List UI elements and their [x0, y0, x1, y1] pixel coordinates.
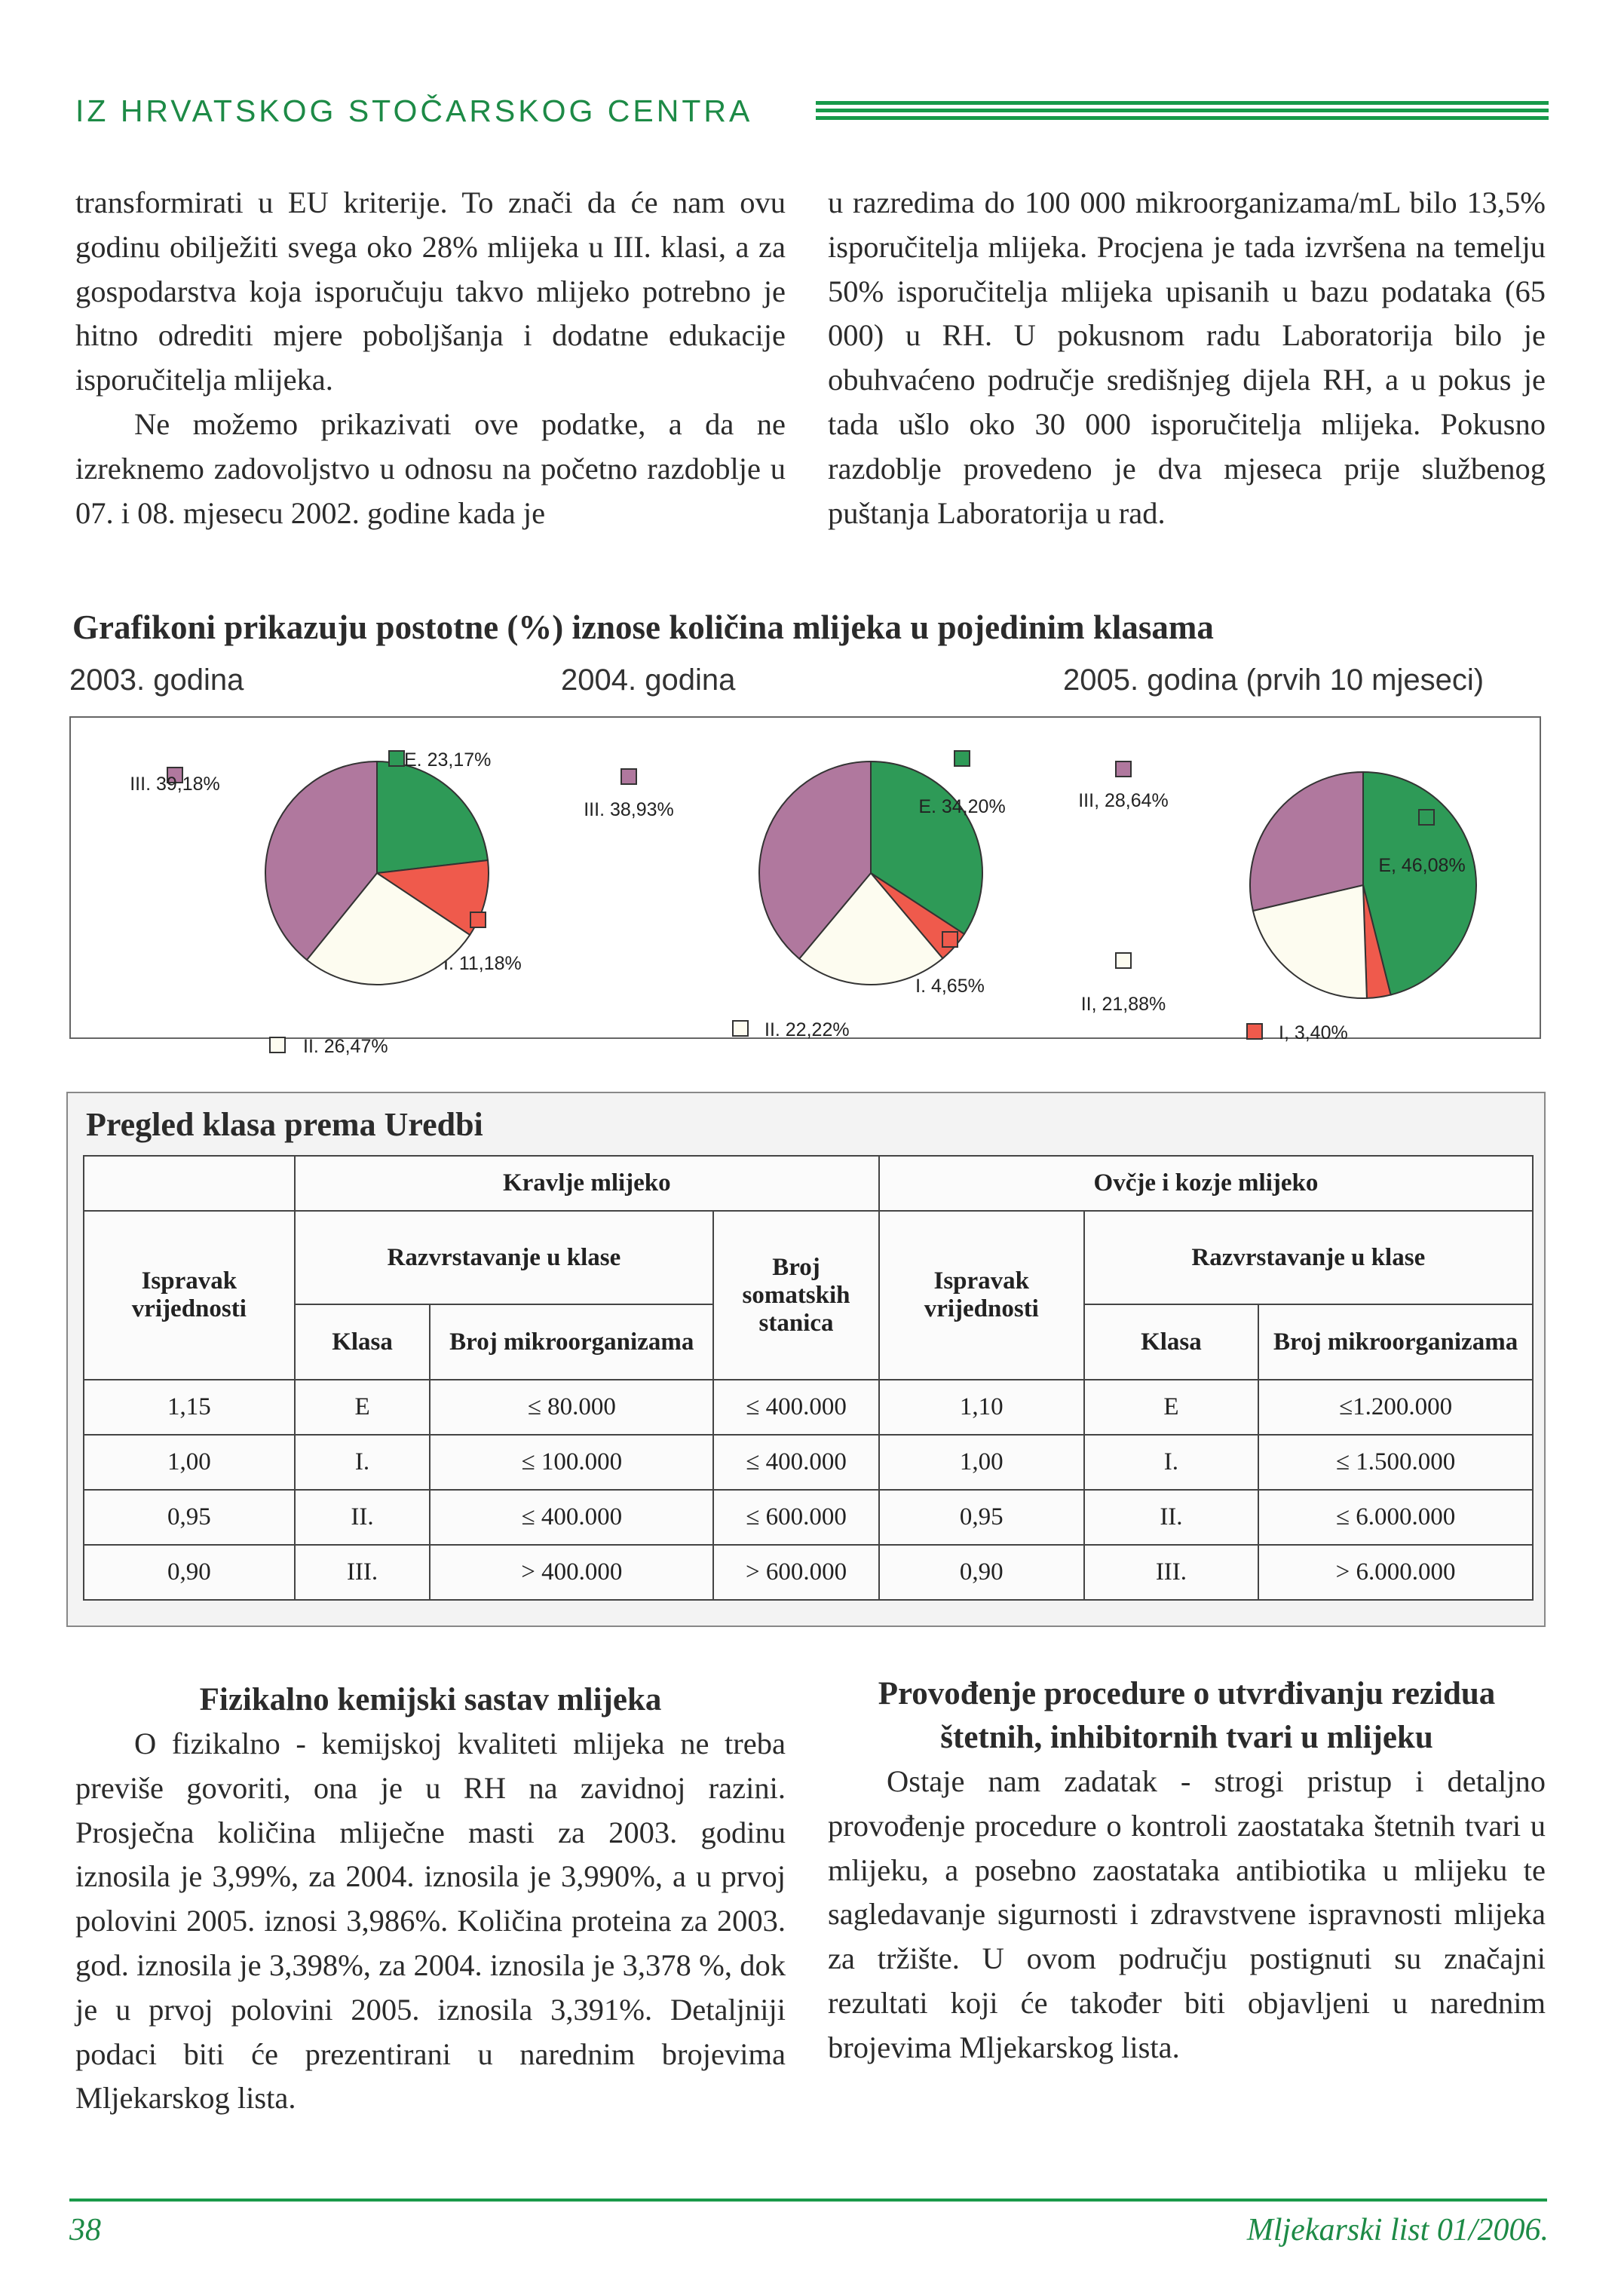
micro-header: Broj mikroorganizama — [430, 1304, 713, 1380]
column-bottom-left — [75, 1722, 786, 2121]
table-cell: 1,00 — [879, 1435, 1084, 1490]
group-sheep-header: Ovčje i kozje mlijeko — [879, 1156, 1533, 1211]
table-cell: I. — [1084, 1435, 1259, 1490]
slice-label: I, 3,40% — [1279, 1022, 1348, 1043]
table-cell: > 600.000 — [713, 1545, 879, 1600]
legend-swatch — [1116, 953, 1131, 968]
table-cell: ≤1.200.000 — [1258, 1380, 1533, 1435]
class-table — [83, 1155, 1534, 1601]
slice-label: II, 21,88% — [1080, 994, 1166, 1015]
year-label-2003: 2003. godina — [69, 663, 244, 697]
column-right — [828, 181, 1546, 535]
table-cell: 1,10 — [879, 1380, 1084, 1435]
slice-label: II. 26,47% — [303, 1036, 388, 1057]
column-left — [75, 181, 786, 535]
slice-label: I. 11,18% — [443, 953, 522, 974]
paragraph: u razredima do 100 000 mikroorganizama/mL bilo 13,5% isporučitelja mlijeka. Procjena je tada izvršena na temelju 50% isporučitelja mlijeka upisanih u bazu podataka (65 000) u RH. U pokusnom radu Laboratorija bilo je obuhvaćeno područje središnjeg dijela RH, a u pokus je tada ušlo oko 30 000 isporučitelja mlijeka. Pokusno razdoblje provedeno je dva mjeseca prije službenog puštanja Laboratorija u rad. — [828, 185, 1546, 530]
slice-label: III. 39,18% — [130, 774, 220, 795]
table-cell: ≤ 80.000 — [430, 1380, 713, 1435]
legend-swatch — [389, 751, 404, 766]
paragraph: Ostaje nam zadatak - strogi pristup i detaljno provođenje procedure o kontroli zaostataka štetnih tvari u mlijeku, a posebno zaostataka antibiotika u mlijeku te sagledavanje sigurnosti i zdravstvene ispravnosti mlijeka za tržište. U ovom području postignuti su značajni rezultati koji će također biti objavljeni u narednim brojevima Mljekarskog lista. — [828, 1764, 1546, 2064]
page-number: 38 — [69, 2213, 101, 2248]
year-label-2004: 2004. godina — [561, 663, 736, 697]
somatic-header: Broj somatskih stanica — [713, 1211, 879, 1380]
table-cell: > 400.000 — [430, 1545, 713, 1600]
magazine-title: Mljekarski list 01/2006. — [1246, 2213, 1549, 2248]
legend-swatch — [1419, 810, 1434, 825]
table-cell: ≤ 400.000 — [430, 1490, 713, 1545]
legend-swatch — [1247, 1024, 1262, 1039]
table-cell: ≤ 6.000.000 — [1258, 1490, 1533, 1545]
table-row — [84, 1490, 1533, 1545]
table-cell: II. — [1084, 1490, 1259, 1545]
class-header-sheep: Klasa — [1084, 1304, 1259, 1380]
table-row — [84, 1545, 1533, 1600]
table-cell: II. — [295, 1490, 431, 1545]
table-cell: 0,90 — [84, 1545, 295, 1600]
table-row — [84, 1380, 1533, 1435]
legend-swatch — [470, 912, 486, 927]
legend-swatch — [1116, 761, 1131, 777]
pie-charts — [69, 716, 1541, 1057]
table-cell: III. — [295, 1545, 431, 1600]
section-heading-physico-chemical: Fizikalno kemijski sastav mlijeka — [199, 1682, 662, 1717]
correction-header: Ispravak vrijednosti — [84, 1211, 295, 1380]
table-cell: III. — [1084, 1545, 1259, 1600]
classification-header-sheep: Razvrstavanje u klase — [1084, 1211, 1533, 1304]
table-cell: ≤ 1.500.000 — [1258, 1435, 1533, 1490]
table-cell: 1,00 — [84, 1435, 295, 1490]
slice-label: III, 28,64% — [1078, 790, 1169, 811]
legend-swatch — [954, 751, 970, 766]
column-bottom-right — [828, 1760, 1546, 2070]
table-cell: ≤ 100.000 — [430, 1435, 713, 1490]
table-cell: ≤ 600.000 — [713, 1490, 879, 1545]
section-heading-residues: Provođenje procedure o utvrđivanju rezidua štetnih, inhibitornih tvari u mlijeku — [878, 1676, 1496, 1755]
year-label-2005: 2005. godina (prvih 10 mjeseci) — [1063, 663, 1485, 697]
corner-cell — [84, 1156, 295, 1211]
correction-header-sheep: Ispravak vrijednosti — [879, 1211, 1084, 1380]
table-cell: I. — [295, 1435, 431, 1490]
slice-label: II. 22,22% — [765, 1019, 850, 1040]
table-cell: > 6.000.000 — [1258, 1545, 1533, 1600]
paragraph: Ne možemo prikazivati ove podatke, a da ne izreknemo zadovoljstvo u odnosu na početno razdoblje u 07. i 08. mjesecu 2002. godine kada je — [75, 406, 786, 530]
table-cell: 0,95 — [879, 1490, 1084, 1545]
slice-label: I. 4,65% — [915, 976, 985, 997]
table-cell: ≤ 400.000 — [713, 1435, 879, 1490]
table-title: Pregled klasa prema Uredbi — [86, 1106, 483, 1143]
header-rule — [816, 101, 1549, 124]
legend-swatch — [270, 1037, 285, 1053]
paragraph: transformirati u EU kriterije. To znači da će nam ovu godinu obilježiti svega oko 28% mlijeka u III. klasi, a za gospodarstva koja isporučuju takvo mlijeko potrebno je hitno odrediti mjere poboljšanja i dodatne edukacije isporučitelja mlijeka. — [75, 185, 786, 397]
section-title: IZ HRVATSKOG STOČARSKOG CENTRA — [75, 93, 753, 128]
class-header: Klasa — [295, 1304, 431, 1380]
table-cell: 0,95 — [84, 1490, 295, 1545]
table-cell: E — [295, 1380, 431, 1435]
group-cow-header: Kravlje mlijeko — [295, 1156, 879, 1211]
table-cell: 1,15 — [84, 1380, 295, 1435]
slice-label: E, 46,08% — [1378, 855, 1466, 876]
legend-swatch — [733, 1021, 748, 1036]
table-cell: 0,90 — [879, 1545, 1084, 1600]
pie-slice-e — [377, 761, 488, 873]
slice-label: III. 38,93% — [584, 799, 674, 820]
table-cell: E — [1084, 1380, 1259, 1435]
table-cell: ≤ 400.000 — [713, 1380, 879, 1435]
slice-label: E. 34,20% — [918, 796, 1006, 817]
legend-swatch — [942, 932, 958, 947]
legend-swatch — [621, 769, 636, 784]
chart-heading: Grafikoni prikazuju postotne (%) iznose količina mlijeka u pojedinim klasama — [72, 608, 1214, 646]
classification-header: Razvrstavanje u klase — [295, 1211, 713, 1304]
table-row — [84, 1435, 1533, 1490]
paragraph: O fizikalno - kemijskoj kvaliteti mlijeka ne treba previše govoriti, ona je u RH na zavidnoj razini. Prosječna količina mliječne masti za 2003. godinu iznosila je 3,99%, za 2004. iznosila je 3,990%, a u prvoj polovini 2005. iznosi 3,986%. Količina proteina za 2003. god. iznosila je 3,398%, za 2004. iznosila je 3,378 %, dok je u prvoj polovini 2005. iznosila 3,391%. Detaljniji podaci biti će prezentirani u narednim brojevima Mljekarskog lista. — [75, 1727, 786, 2116]
micro-header-sheep: Broj mikroorganizama — [1258, 1304, 1533, 1380]
slice-label: E. 23,17% — [404, 749, 492, 771]
footer-rule — [69, 2199, 1547, 2202]
